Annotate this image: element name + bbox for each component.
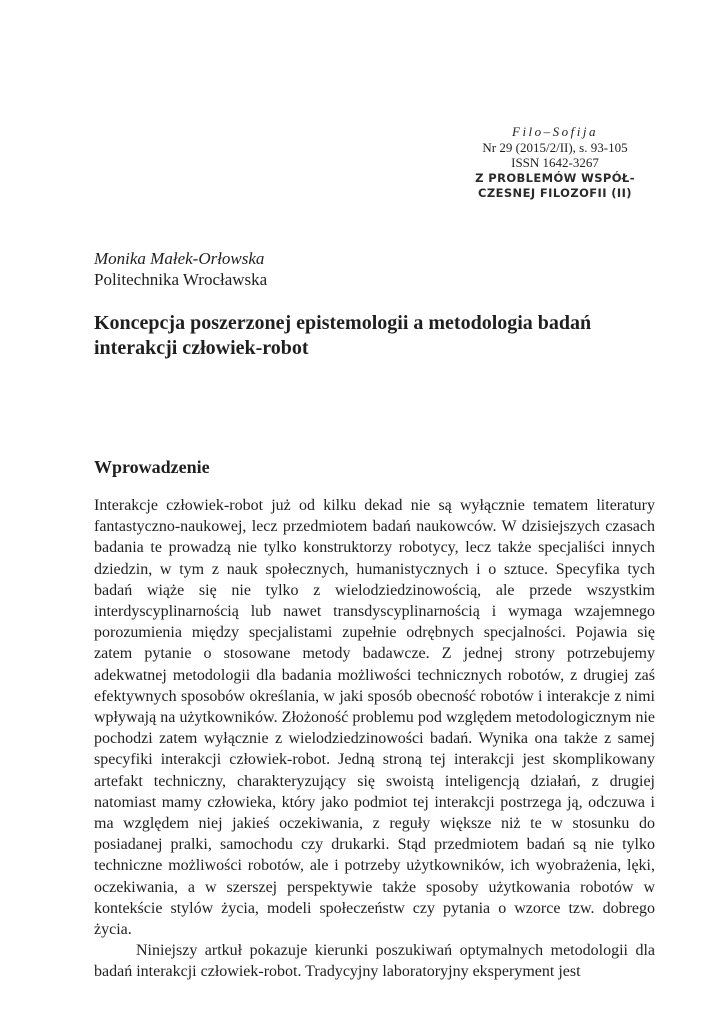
- section-heading: Wprowadzenie: [94, 457, 210, 477]
- section-tag-line-1: Z PROBLEMÓW WSPÓŁ-: [475, 170, 635, 185]
- body-text: [94, 495, 655, 983]
- section-tag-line-2: CZESNEJ FILOZOFII (II): [478, 185, 632, 200]
- article-title: Koncepcja poszerzonej epistemologii a metodologia badań interakcji człowiek-robot: [94, 312, 592, 359]
- issue-info: Nr 29 (2015/2/II), s. 93-105: [482, 139, 628, 155]
- paragraph: Interakcje człowiek-robot już od kilku dekad nie są wyłącznie tematem literatury fantastyczno-naukowej, lecz przedmiotem badań naukowców. W dzisiejszych czasach badania te prowadzą nie tylko konstruktorzy robotycy, lecz także specjaliści innych dziedzin, w tym z nauk społecznych, humanistycznych i o sztuce. Specyfika tych badań wiąże się nie tylko z wielodziedzinowością, ale przede wszystkim interdyscyplinarnością lub nawet transdyscyplinarnością i wymaga wzajemnego porozumienia między specjalistami zupełnie odrębnych specjalności. Pojawia się zatem pytanie o stosowane metody badawcze. Z jednej strony potrzebujemy adekwatnej metodologii dla badania możliwości technicznych robotów, z drugiej zaś efektywnych sposobów określania, w jaki sposób obecność robotów i interakcje z nimi wpływają na użytkowników. Złożoność problemu pod względem metodologicznym nie pochodzi zatem wyłącznie z wielodziedzinowości badań. Wynika ona także z samej specyfiki interakcji człowiek-robot. Jedną stroną tej interakcji jest skomplikowany artefakt techniczny, charakteryzujący się swoistą inteligencją działań, z drugiej natomiast mamy człowieka, który jako podmiot tej interakcji postrzega ją, odczuwa i ma względem niej jakieś oczekiwania, z reguły większe niż te w stosunku do posiadanej pralki, samochodu czy drukarki. Stąd przedmiotem badań są nie tylko techniczne możliwości robotów, ale i potrzeby użytkowników, ich wyobrażenia, lęki, oczekiwania, a w szerszej perspektywie także sposoby użytkowania robotów w kontekście stylów życia, modeli społeczeństw czy pytania o wzorce tzw. dobrego życia.: [94, 497, 655, 939]
- journal-header: [455, 124, 655, 201]
- author-name: Monika Małek-Orłowska: [94, 249, 265, 268]
- issn: ISSN 1642-3267: [511, 155, 599, 170]
- paragraph: Niniejszy artkuł pokazuje kierunki poszukiwań optymalnych metodologii dla badań interakcji człowiek-robot. Tradycyjny laboratoryjny eksperyment jest: [94, 942, 655, 981]
- journal-name: Filo–Sofija: [512, 124, 598, 139]
- author-block: [94, 248, 267, 290]
- author-affiliation: Politechnika Wrocławska: [94, 270, 268, 289]
